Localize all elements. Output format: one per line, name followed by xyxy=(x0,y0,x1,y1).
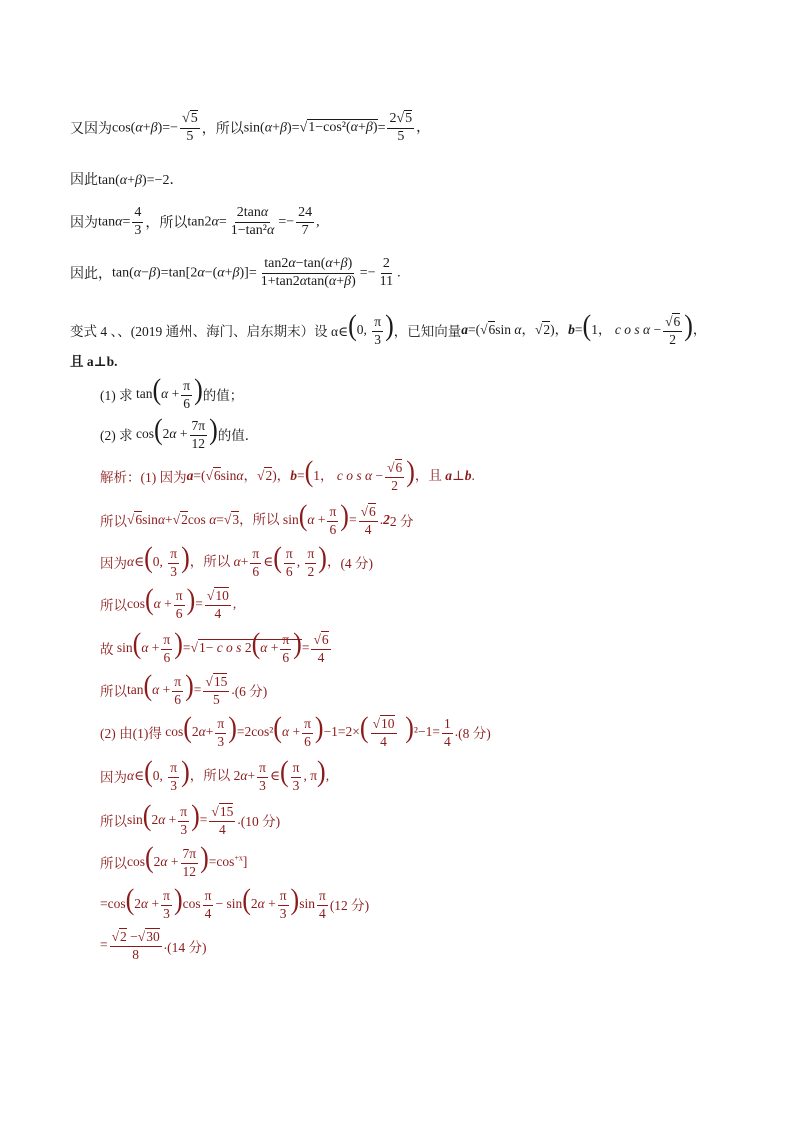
formula-tan-sum: tan(α+β)=−2． xyxy=(98,173,184,188)
s10-so: 所以 xyxy=(100,856,127,871)
formula-tan-2alpha: tan2α= $\frac{2\tan\alpha}{\text{1−tan²α}}$ =− $\frac{24}{7}$ , xyxy=(187,204,320,238)
solution-3 xyxy=(100,542,373,582)
score-12: (12 分) xyxy=(329,898,370,913)
solution-10 xyxy=(100,842,247,882)
s3-because: 因为 xyxy=(100,556,127,571)
formula-s5: sin(α + $\frac{\pi}{6}$ )=√1− c o s 2(α + $\frac{\pi}{6}$ )= $\frac{√6}{4}$ xyxy=(113,626,329,665)
text-youyinwei: 又因为 xyxy=(70,122,112,137)
formula-s2: √6sinα+√2cos α=√3，所以 sin(α + $\frac{\pi}{6}$ )= $\frac{√6}{4}$ .2 xyxy=(127,498,390,537)
solution-head: 解析：(1) 因为 xyxy=(100,470,187,485)
formula-tan-diff: tan(α−β)=tan[2α−(α+β)]= $\frac{\tan 2\alpha-\tan(\alpha+\beta)}{1+\tan 2\alpha\tan(\alpha+\beta)}$ =− $\frac{2}{11}$ . xyxy=(112,255,401,289)
score-2: 2 分 xyxy=(389,514,414,529)
formula-s12: = $\frac{√2 -√30}{8}$ . xyxy=(100,929,168,962)
q2-text: (2) 求 xyxy=(100,428,133,443)
solution-7 xyxy=(100,712,491,752)
solution-4 xyxy=(100,584,236,624)
question-text: 变式 4 、、(2019 通州、海门、启东期末）设 α∈ xyxy=(70,324,349,339)
s2-so: 所以 xyxy=(100,514,127,529)
line-3 xyxy=(70,202,320,242)
text-yinci-2: 因此， xyxy=(70,267,112,282)
question-1 xyxy=(100,374,243,414)
formula-tan-alpha: tanα= $\frac{4}{3}$ xyxy=(98,204,142,238)
s5-gu: 故 xyxy=(100,642,114,657)
formula-interval: (0, $\frac{\pi}{3}$ ) xyxy=(348,308,394,347)
score-4: (4 分) xyxy=(340,556,374,571)
text-yinwei: 因为 xyxy=(70,216,98,231)
s6-so: 所以 xyxy=(100,684,127,699)
q2-end: 的值． xyxy=(217,428,259,443)
formula-s9: sin(2α + $\frac{\pi}{3}$ )= $\frac{√15}{4}$ . xyxy=(127,798,241,837)
formula-q2: cos(2α + $\frac{7\pi}{12}$ ) xyxy=(132,412,218,451)
condition-text: 且 a⊥b. xyxy=(70,354,118,369)
formula-vectors: a=(√6sin α，√2)，b=(1， c o s α − $\frac{√6}{2}$ )， xyxy=(461,308,707,347)
formula-s7: cos(2α+ $\frac{\pi}{3}$ )=2cos²(α + $\frac{\pi}{6}$ )−1=2×( $\frac{√10}{4}$ )²−1= $\frac{1}{4}$ . xyxy=(161,710,459,749)
formula-sin-sum: sin(α+β)=√1−cos²(α+β)= $\frac{2√5}{5}$ ， xyxy=(243,110,431,144)
solution-8 xyxy=(100,756,329,796)
solution-12 xyxy=(100,926,206,966)
solution-2 xyxy=(100,500,414,540)
formula-s11: =cos(2α + $\frac{\pi}{3}$ )cos $\frac{\pi}{4}$ − sin(2α + $\frac{\pi}{3}$ )sin $\frac{\pi}{4}$ xyxy=(100,882,326,921)
solution-9 xyxy=(100,800,280,840)
s8-because: 因为 xyxy=(100,770,127,785)
line-2 xyxy=(70,168,183,190)
solution-6 xyxy=(100,670,267,710)
formula-s1: a=(√6sinα，√2)，b=(1， c o s α − $\frac{√6}{2}$ )，且 a⊥b. xyxy=(186,454,475,493)
formula-s10: cos(2α + $\frac{7\pi}{12}$ )$=\cos^{+x}$] xyxy=(127,840,248,879)
formula-s3: α∈(0, $\frac{\pi}{3}$ )，所以 α+ $\frac{\pi}{6}$ ∈( $\frac{\pi}{6}$ , $\frac{\pi}{2}$ )， xyxy=(127,540,341,579)
score-8: (8 分) xyxy=(458,726,491,741)
q1-text: (1) 求 xyxy=(100,388,133,403)
solution-1 xyxy=(100,456,475,496)
formula-q1: tan(α + $\frac{\pi}{6}$ ) xyxy=(132,372,203,411)
line-4 xyxy=(70,252,401,294)
score-10: (10 分) xyxy=(240,814,281,829)
question-header xyxy=(70,310,706,350)
question-2 xyxy=(100,414,258,454)
s4-so: 所以 xyxy=(100,598,127,613)
s7-from: (2) 由(1)得 xyxy=(100,726,162,741)
formula-s8: α∈(0, $\frac{\pi}{3}$ )，所以 2α+ $\frac{\pi}{3}$ ∈( $\frac{\pi}{3}$ , π), xyxy=(127,754,330,793)
q1-end: 的值； xyxy=(202,388,244,403)
question-condition xyxy=(70,350,117,370)
line-1 xyxy=(70,108,430,148)
formula-s4: cos(α + $\frac{\pi}{6}$ )= $\frac{√10}{4}$ , xyxy=(127,582,237,621)
solution-5 xyxy=(100,628,333,668)
formula-s6: tan(α + $\frac{\pi}{6}$ )= $\frac{√15}{5}$ . xyxy=(127,668,235,707)
score-14: (14 分) xyxy=(167,940,207,955)
text-yinci: 因此 xyxy=(70,173,98,188)
question-vector-text: ，已知向量 xyxy=(393,324,462,339)
text-suoyi-2: ，所以 xyxy=(145,216,188,231)
text-suoyi: ，所以 xyxy=(201,122,244,137)
formula-cos-sum: cos(α+β)=− $\frac{√5}{5}$ xyxy=(112,110,198,144)
score-6: (6 分) xyxy=(234,684,268,699)
s9-so: 所以 xyxy=(100,814,127,829)
solution-11 xyxy=(100,884,369,924)
